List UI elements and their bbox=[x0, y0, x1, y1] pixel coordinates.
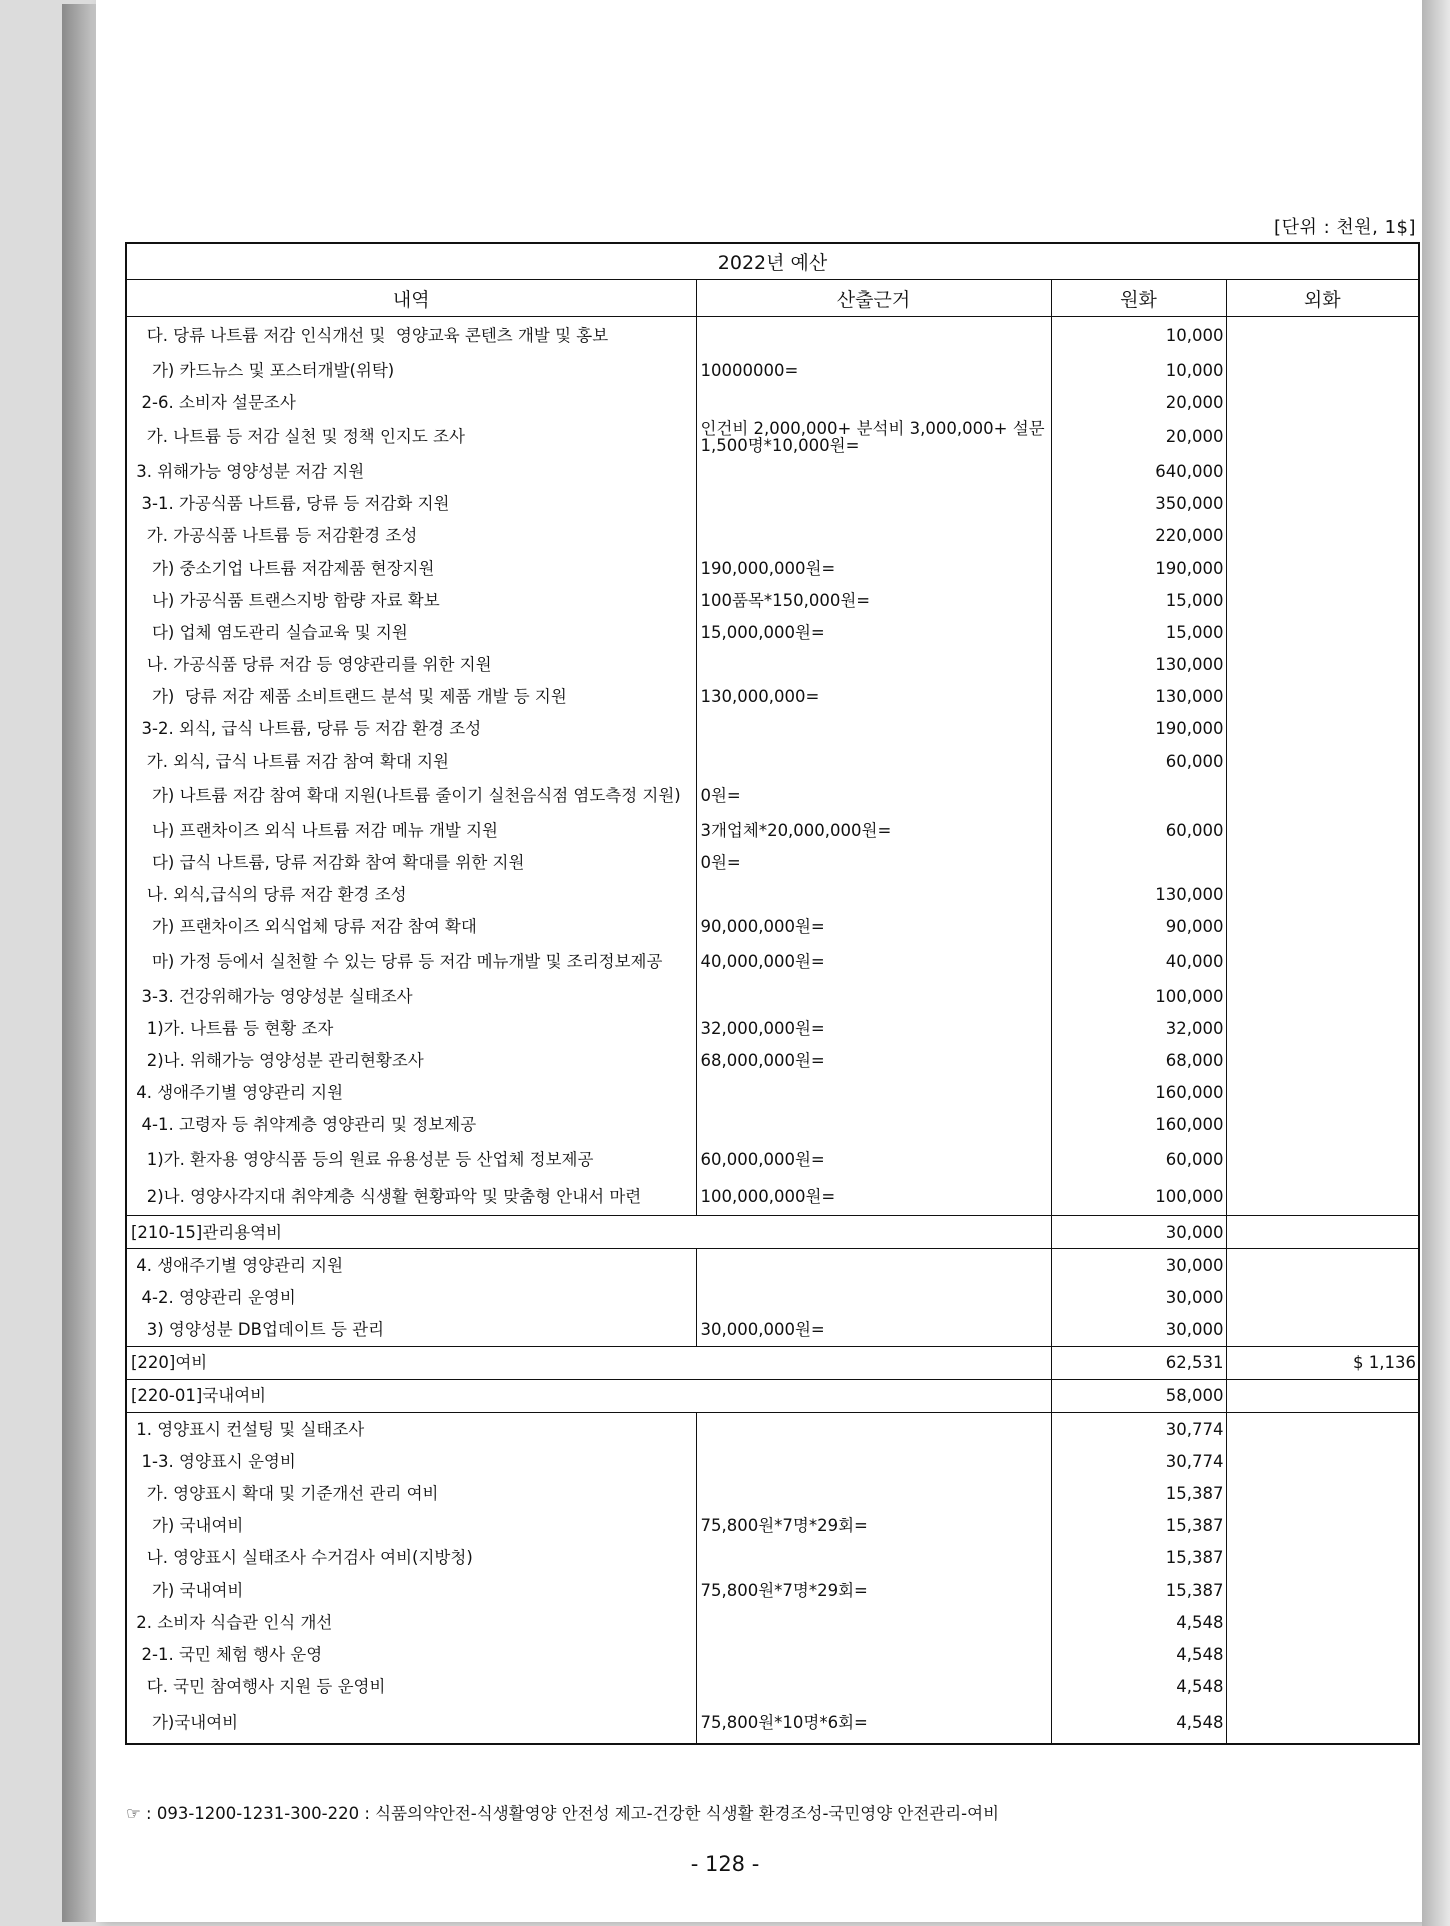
table-row bbox=[126, 1510, 1419, 1542]
cell-item: 2)나. 영양사각지대 취약계층 식생활 현황파악 및 맞춤형 안내서 마련 bbox=[126, 1178, 696, 1216]
cell-fx bbox=[1226, 488, 1419, 520]
cell-krw: 190,000 bbox=[1051, 713, 1226, 745]
table-row bbox=[126, 846, 1419, 878]
cell-fx bbox=[1226, 846, 1419, 878]
cell-krw: 10,000 bbox=[1051, 317, 1226, 355]
table-row bbox=[126, 552, 1419, 584]
cell-krw: 4,548 bbox=[1051, 1671, 1226, 1703]
table-row bbox=[126, 386, 1419, 418]
cell-item: 다. 국민 참여행사 지원 등 운영비 bbox=[126, 1671, 696, 1703]
cell-basis bbox=[696, 1542, 1051, 1574]
table-row bbox=[126, 1703, 1419, 1744]
header-basis: 산출근거 bbox=[696, 280, 1051, 317]
cell-item: 4-1. 고령자 등 취약계층 영양관리 및 정보제공 bbox=[126, 1109, 696, 1141]
cell-krw: 15,000 bbox=[1051, 584, 1226, 616]
cell-fx bbox=[1226, 1413, 1419, 1446]
cell-fx bbox=[1226, 552, 1419, 584]
table-row bbox=[126, 713, 1419, 745]
cell-krw: 160,000 bbox=[1051, 1109, 1226, 1141]
table-row bbox=[126, 1314, 1419, 1347]
cell-fx bbox=[1226, 1249, 1419, 1282]
cell-item: 3-1. 가공식품 나트륨, 당류 등 저감화 지원 bbox=[126, 488, 696, 520]
cell-krw: 190,000 bbox=[1051, 552, 1226, 584]
cell-krw: 62,531 bbox=[1051, 1346, 1226, 1379]
cell-basis bbox=[696, 1477, 1051, 1509]
cell-basis bbox=[696, 1671, 1051, 1703]
table-row bbox=[126, 1606, 1419, 1638]
cell-basis: 100,000,000원= bbox=[696, 1178, 1051, 1216]
cell-item: 나) 가공식품 트랜스지방 함량 자료 확보 bbox=[126, 584, 696, 616]
cell-fx bbox=[1226, 1109, 1419, 1141]
cell-krw: 60,000 bbox=[1051, 814, 1226, 846]
cell-basis bbox=[696, 455, 1051, 487]
cell-item: 가) 중소기업 나트륨 저감제품 현장지원 bbox=[126, 552, 696, 584]
cell-basis: 90,000,000원= bbox=[696, 911, 1051, 943]
cell-krw: 4,548 bbox=[1051, 1638, 1226, 1670]
cell-basis bbox=[696, 317, 1051, 355]
cell-item: 다. 당류 나트륨 저감 인식개선 및 영양교육 콘텐츠 개발 및 홍보 bbox=[126, 317, 696, 355]
cell-krw: 30,000 bbox=[1051, 1215, 1226, 1248]
cell-basis bbox=[696, 1281, 1051, 1313]
table-row bbox=[126, 1012, 1419, 1044]
cell-item: 마) 가정 등에서 실천할 수 있는 당류 등 저감 메뉴개발 및 조리정보제공 bbox=[126, 943, 696, 980]
cell-fx bbox=[1226, 745, 1419, 777]
cell-basis: 100품목*150,000원= bbox=[696, 584, 1051, 616]
cell-krw: 58,000 bbox=[1051, 1379, 1226, 1412]
cell-krw: 15,387 bbox=[1051, 1542, 1226, 1574]
table-row bbox=[126, 455, 1419, 487]
cell-krw: 20,000 bbox=[1051, 418, 1226, 455]
table-row bbox=[126, 317, 1419, 355]
table-row bbox=[126, 1215, 1419, 1248]
cell-basis bbox=[696, 488, 1051, 520]
cell-basis bbox=[696, 745, 1051, 777]
table-row bbox=[126, 488, 1419, 520]
table-row bbox=[126, 520, 1419, 552]
table-row bbox=[126, 1542, 1419, 1574]
cell-fx bbox=[1226, 1178, 1419, 1216]
cell-item: 나. 가공식품 당류 저감 등 영양관리를 위한 지원 bbox=[126, 649, 696, 681]
cell-krw: 100,000 bbox=[1051, 980, 1226, 1012]
cell-item: 1. 영양표시 컨설팅 및 실태조사 bbox=[126, 1413, 696, 1446]
cell-fx bbox=[1226, 879, 1419, 911]
cell-item: 3. 위해가능 영양성분 저감 지원 bbox=[126, 455, 696, 487]
cell-basis bbox=[696, 1413, 1051, 1446]
cell-item: 3-3. 건강위해가능 영양성분 실태조사 bbox=[126, 980, 696, 1012]
cell-fx: $ 1,136 bbox=[1226, 1346, 1419, 1379]
cell-fx bbox=[1226, 520, 1419, 552]
table-row bbox=[126, 1109, 1419, 1141]
cell-basis: 30,000,000원= bbox=[696, 1314, 1051, 1347]
cell-basis: 75,800원*10명*6회= bbox=[696, 1703, 1051, 1744]
cell-basis: 0원= bbox=[696, 777, 1051, 814]
cell-item: 가) 당류 저감 제품 소비트랜드 분석 및 제품 개발 등 지원 bbox=[126, 681, 696, 713]
cell-item: 가) 국내여비 bbox=[126, 1574, 696, 1606]
cell-item: 4-2. 영양관리 운영비 bbox=[126, 1281, 696, 1313]
cell-fx bbox=[1226, 1281, 1419, 1313]
table-row bbox=[126, 1445, 1419, 1477]
cell-item: 3) 영양성분 DB업데이트 등 관리 bbox=[126, 1314, 696, 1347]
cell-basis bbox=[696, 879, 1051, 911]
cell-fx bbox=[1226, 418, 1419, 455]
cell-fx bbox=[1226, 1379, 1419, 1412]
table-row bbox=[126, 584, 1419, 616]
cell-item: 3-2. 외식, 급식 나트륨, 당류 등 저감 환경 조성 bbox=[126, 713, 696, 745]
cell-item: 가. 나트륨 등 저감 실천 및 정책 인지도 조사 bbox=[126, 418, 696, 455]
cell-krw: 30,000 bbox=[1051, 1314, 1226, 1347]
table-row bbox=[126, 616, 1419, 648]
cell-item: 나. 외식,급식의 당류 저감 환경 조성 bbox=[126, 879, 696, 911]
cell-item: 2-6. 소비자 설문조사 bbox=[126, 386, 696, 418]
table-row bbox=[126, 681, 1419, 713]
cell-item: 4. 생애주기별 영양관리 지원 bbox=[126, 1249, 696, 1282]
cell-fx bbox=[1226, 1044, 1419, 1076]
cell-fx bbox=[1226, 814, 1419, 846]
cell-fx bbox=[1226, 1012, 1419, 1044]
cell-basis bbox=[696, 713, 1051, 745]
cell-krw: 15,387 bbox=[1051, 1477, 1226, 1509]
cell-basis bbox=[696, 1638, 1051, 1670]
cell-krw: 350,000 bbox=[1051, 488, 1226, 520]
cell-fx bbox=[1226, 777, 1419, 814]
cell-item: 가)국내여비 bbox=[126, 1703, 696, 1744]
cell-basis bbox=[696, 1445, 1051, 1477]
cell-item: [210-15]관리용역비 bbox=[126, 1215, 1051, 1248]
cell-krw bbox=[1051, 846, 1226, 878]
cell-krw: 10,000 bbox=[1051, 354, 1226, 386]
table-row bbox=[126, 649, 1419, 681]
cell-krw: 60,000 bbox=[1051, 745, 1226, 777]
header-fx: 외화 bbox=[1226, 280, 1419, 317]
table-row bbox=[126, 354, 1419, 386]
cell-basis: 10000000= bbox=[696, 354, 1051, 386]
cell-basis: 15,000,000원= bbox=[696, 616, 1051, 648]
table-row bbox=[126, 1477, 1419, 1509]
cell-item: 가) 프랜차이즈 외식업체 당류 저감 참여 확대 bbox=[126, 911, 696, 943]
cell-basis: 190,000,000원= bbox=[696, 552, 1051, 584]
cell-krw: 130,000 bbox=[1051, 649, 1226, 681]
cell-item: 1)가. 나트륨 등 현황 조자 bbox=[126, 1012, 696, 1044]
cell-fx bbox=[1226, 1703, 1419, 1744]
cell-basis: 32,000,000원= bbox=[696, 1012, 1051, 1044]
cell-krw: 4,548 bbox=[1051, 1606, 1226, 1638]
cell-krw: 68,000 bbox=[1051, 1044, 1226, 1076]
table-row bbox=[126, 1413, 1419, 1446]
cell-basis: 0원= bbox=[696, 846, 1051, 878]
cell-item: 나. 영양표시 실태조사 수거검사 여비(지방청) bbox=[126, 1542, 696, 1574]
cell-fx bbox=[1226, 980, 1419, 1012]
cell-krw: 130,000 bbox=[1051, 681, 1226, 713]
cell-item: 2. 소비자 식습관 인식 개선 bbox=[126, 1606, 696, 1638]
cell-krw: 32,000 bbox=[1051, 1012, 1226, 1044]
cell-item: 2)나. 위해가능 영양성분 관리현황조사 bbox=[126, 1044, 696, 1076]
cell-item: 가) 국내여비 bbox=[126, 1510, 696, 1542]
cell-fx bbox=[1226, 1077, 1419, 1109]
cell-krw: 15,000 bbox=[1051, 616, 1226, 648]
cell-item: 다) 급식 나트륨, 당류 저감화 참여 확대를 위한 지원 bbox=[126, 846, 696, 878]
table-row bbox=[126, 814, 1419, 846]
cell-basis: 130,000,000= bbox=[696, 681, 1051, 713]
cell-basis bbox=[696, 980, 1051, 1012]
table-title: 2022년 예산 bbox=[126, 243, 1419, 280]
table-row bbox=[126, 777, 1419, 814]
cell-fx bbox=[1226, 317, 1419, 355]
header-item: 내역 bbox=[126, 280, 696, 317]
cell-item: 가. 영양표시 확대 및 기준개선 관리 여비 bbox=[126, 1477, 696, 1509]
cell-item: [220-01]국내여비 bbox=[126, 1379, 1051, 1412]
table-row bbox=[126, 1077, 1419, 1109]
cell-fx bbox=[1226, 1638, 1419, 1670]
cell-krw: 30,774 bbox=[1051, 1445, 1226, 1477]
cell-basis bbox=[696, 520, 1051, 552]
cell-fx bbox=[1226, 1477, 1419, 1509]
table-row bbox=[126, 1379, 1419, 1412]
table-body bbox=[126, 317, 1419, 1744]
cell-fx bbox=[1226, 911, 1419, 943]
cell-krw: 220,000 bbox=[1051, 520, 1226, 552]
cell-krw: 130,000 bbox=[1051, 879, 1226, 911]
cell-fx bbox=[1226, 649, 1419, 681]
footnote: ☞ : 093-1200-1231-300-220 : 식품의약안전-식생활영양 안전성 제고-건강한 식생활 환경조성-국민영양 안전관리-여비 bbox=[126, 1804, 1000, 1823]
cell-krw: 100,000 bbox=[1051, 1178, 1226, 1216]
cell-fx bbox=[1226, 943, 1419, 980]
cell-krw: 160,000 bbox=[1051, 1077, 1226, 1109]
cell-krw: 40,000 bbox=[1051, 943, 1226, 980]
cell-fx bbox=[1226, 1215, 1419, 1248]
cell-fx bbox=[1226, 584, 1419, 616]
table-row bbox=[126, 879, 1419, 911]
cell-krw: 20,000 bbox=[1051, 386, 1226, 418]
header-krw: 원화 bbox=[1051, 280, 1226, 317]
cell-item: 1)가. 환자용 영양식품 등의 원료 유용성분 등 산업체 정보제공 bbox=[126, 1141, 696, 1178]
cell-item: 2-1. 국민 체험 행사 운영 bbox=[126, 1638, 696, 1670]
cell-basis bbox=[696, 1249, 1051, 1282]
cell-fx bbox=[1226, 1574, 1419, 1606]
cell-basis: 75,800원*7명*29회= bbox=[696, 1510, 1051, 1542]
cell-basis bbox=[696, 649, 1051, 681]
cell-basis: 인건비 2,000,000+ 분석비 3,000,000+ 설문 1,500명*10,000원= bbox=[696, 418, 1051, 455]
table-row bbox=[126, 1249, 1419, 1282]
cell-basis bbox=[696, 1606, 1051, 1638]
cell-fx bbox=[1226, 713, 1419, 745]
table-row bbox=[126, 1638, 1419, 1670]
cell-fx bbox=[1226, 1314, 1419, 1347]
cell-item: 가) 나트륨 저감 참여 확대 지원(나트륨 줄이기 실천음식점 염도측정 지원) bbox=[126, 777, 696, 814]
budget-table bbox=[125, 242, 1420, 1745]
page-left-edge bbox=[62, 4, 96, 1922]
cell-item: 다) 업체 염도관리 실습교육 및 지원 bbox=[126, 616, 696, 648]
table-row bbox=[126, 1574, 1419, 1606]
cell-fx bbox=[1226, 681, 1419, 713]
cell-item: 1-3. 영양표시 운영비 bbox=[126, 1445, 696, 1477]
cell-item: 가) 카드뉴스 및 포스터개발(위탁) bbox=[126, 354, 696, 386]
cell-krw: 640,000 bbox=[1051, 455, 1226, 487]
cell-krw: 30,000 bbox=[1051, 1281, 1226, 1313]
cell-krw bbox=[1051, 777, 1226, 814]
cell-fx bbox=[1226, 1445, 1419, 1477]
cell-krw: 30,774 bbox=[1051, 1413, 1226, 1446]
cell-krw: 90,000 bbox=[1051, 911, 1226, 943]
cell-basis: 75,800원*7명*29회= bbox=[696, 1574, 1051, 1606]
table-row bbox=[126, 911, 1419, 943]
table-row bbox=[126, 943, 1419, 980]
cell-fx bbox=[1226, 455, 1419, 487]
cell-fx bbox=[1226, 1606, 1419, 1638]
cell-basis bbox=[696, 1109, 1051, 1141]
table-row bbox=[126, 1178, 1419, 1216]
budget-table-container bbox=[125, 242, 1418, 1745]
cell-item: 가. 외식, 급식 나트륨 저감 참여 확대 지원 bbox=[126, 745, 696, 777]
unit-label: [단위 : 천원, 1$] bbox=[1274, 217, 1416, 238]
cell-krw: 30,000 bbox=[1051, 1249, 1226, 1282]
table-row bbox=[126, 980, 1419, 1012]
cell-basis: 68,000,000원= bbox=[696, 1044, 1051, 1076]
cell-item: 나) 프랜차이즈 외식 나트륨 저감 메뉴 개발 지원 bbox=[126, 814, 696, 846]
table-row bbox=[126, 418, 1419, 455]
cell-fx bbox=[1226, 386, 1419, 418]
cell-fx bbox=[1226, 616, 1419, 648]
cell-item: 4. 생애주기별 영양관리 지원 bbox=[126, 1077, 696, 1109]
cell-fx bbox=[1226, 1671, 1419, 1703]
cell-krw: 4,548 bbox=[1051, 1703, 1226, 1744]
table-row bbox=[126, 1044, 1419, 1076]
cell-fx bbox=[1226, 1542, 1419, 1574]
table-row bbox=[126, 1671, 1419, 1703]
cell-krw: 15,387 bbox=[1051, 1510, 1226, 1542]
page-right-edge bbox=[1422, 0, 1450, 1926]
cell-item: [220]여비 bbox=[126, 1346, 1051, 1379]
cell-basis bbox=[696, 386, 1051, 418]
cell-krw: 15,387 bbox=[1051, 1574, 1226, 1606]
cell-krw: 60,000 bbox=[1051, 1141, 1226, 1178]
cell-basis: 3개업체*20,000,000원= bbox=[696, 814, 1051, 846]
cell-basis bbox=[696, 1077, 1051, 1109]
table-row bbox=[126, 1281, 1419, 1313]
table-row bbox=[126, 745, 1419, 777]
cell-item: 가. 가공식품 나트륨 등 저감환경 조성 bbox=[126, 520, 696, 552]
cell-fx bbox=[1226, 1141, 1419, 1178]
page-number: - 128 - bbox=[690, 1852, 760, 1876]
cell-fx bbox=[1226, 1510, 1419, 1542]
cell-fx bbox=[1226, 354, 1419, 386]
table-row bbox=[126, 1346, 1419, 1379]
cell-basis: 60,000,000원= bbox=[696, 1141, 1051, 1178]
table-row bbox=[126, 1141, 1419, 1178]
cell-basis: 40,000,000원= bbox=[696, 943, 1051, 980]
